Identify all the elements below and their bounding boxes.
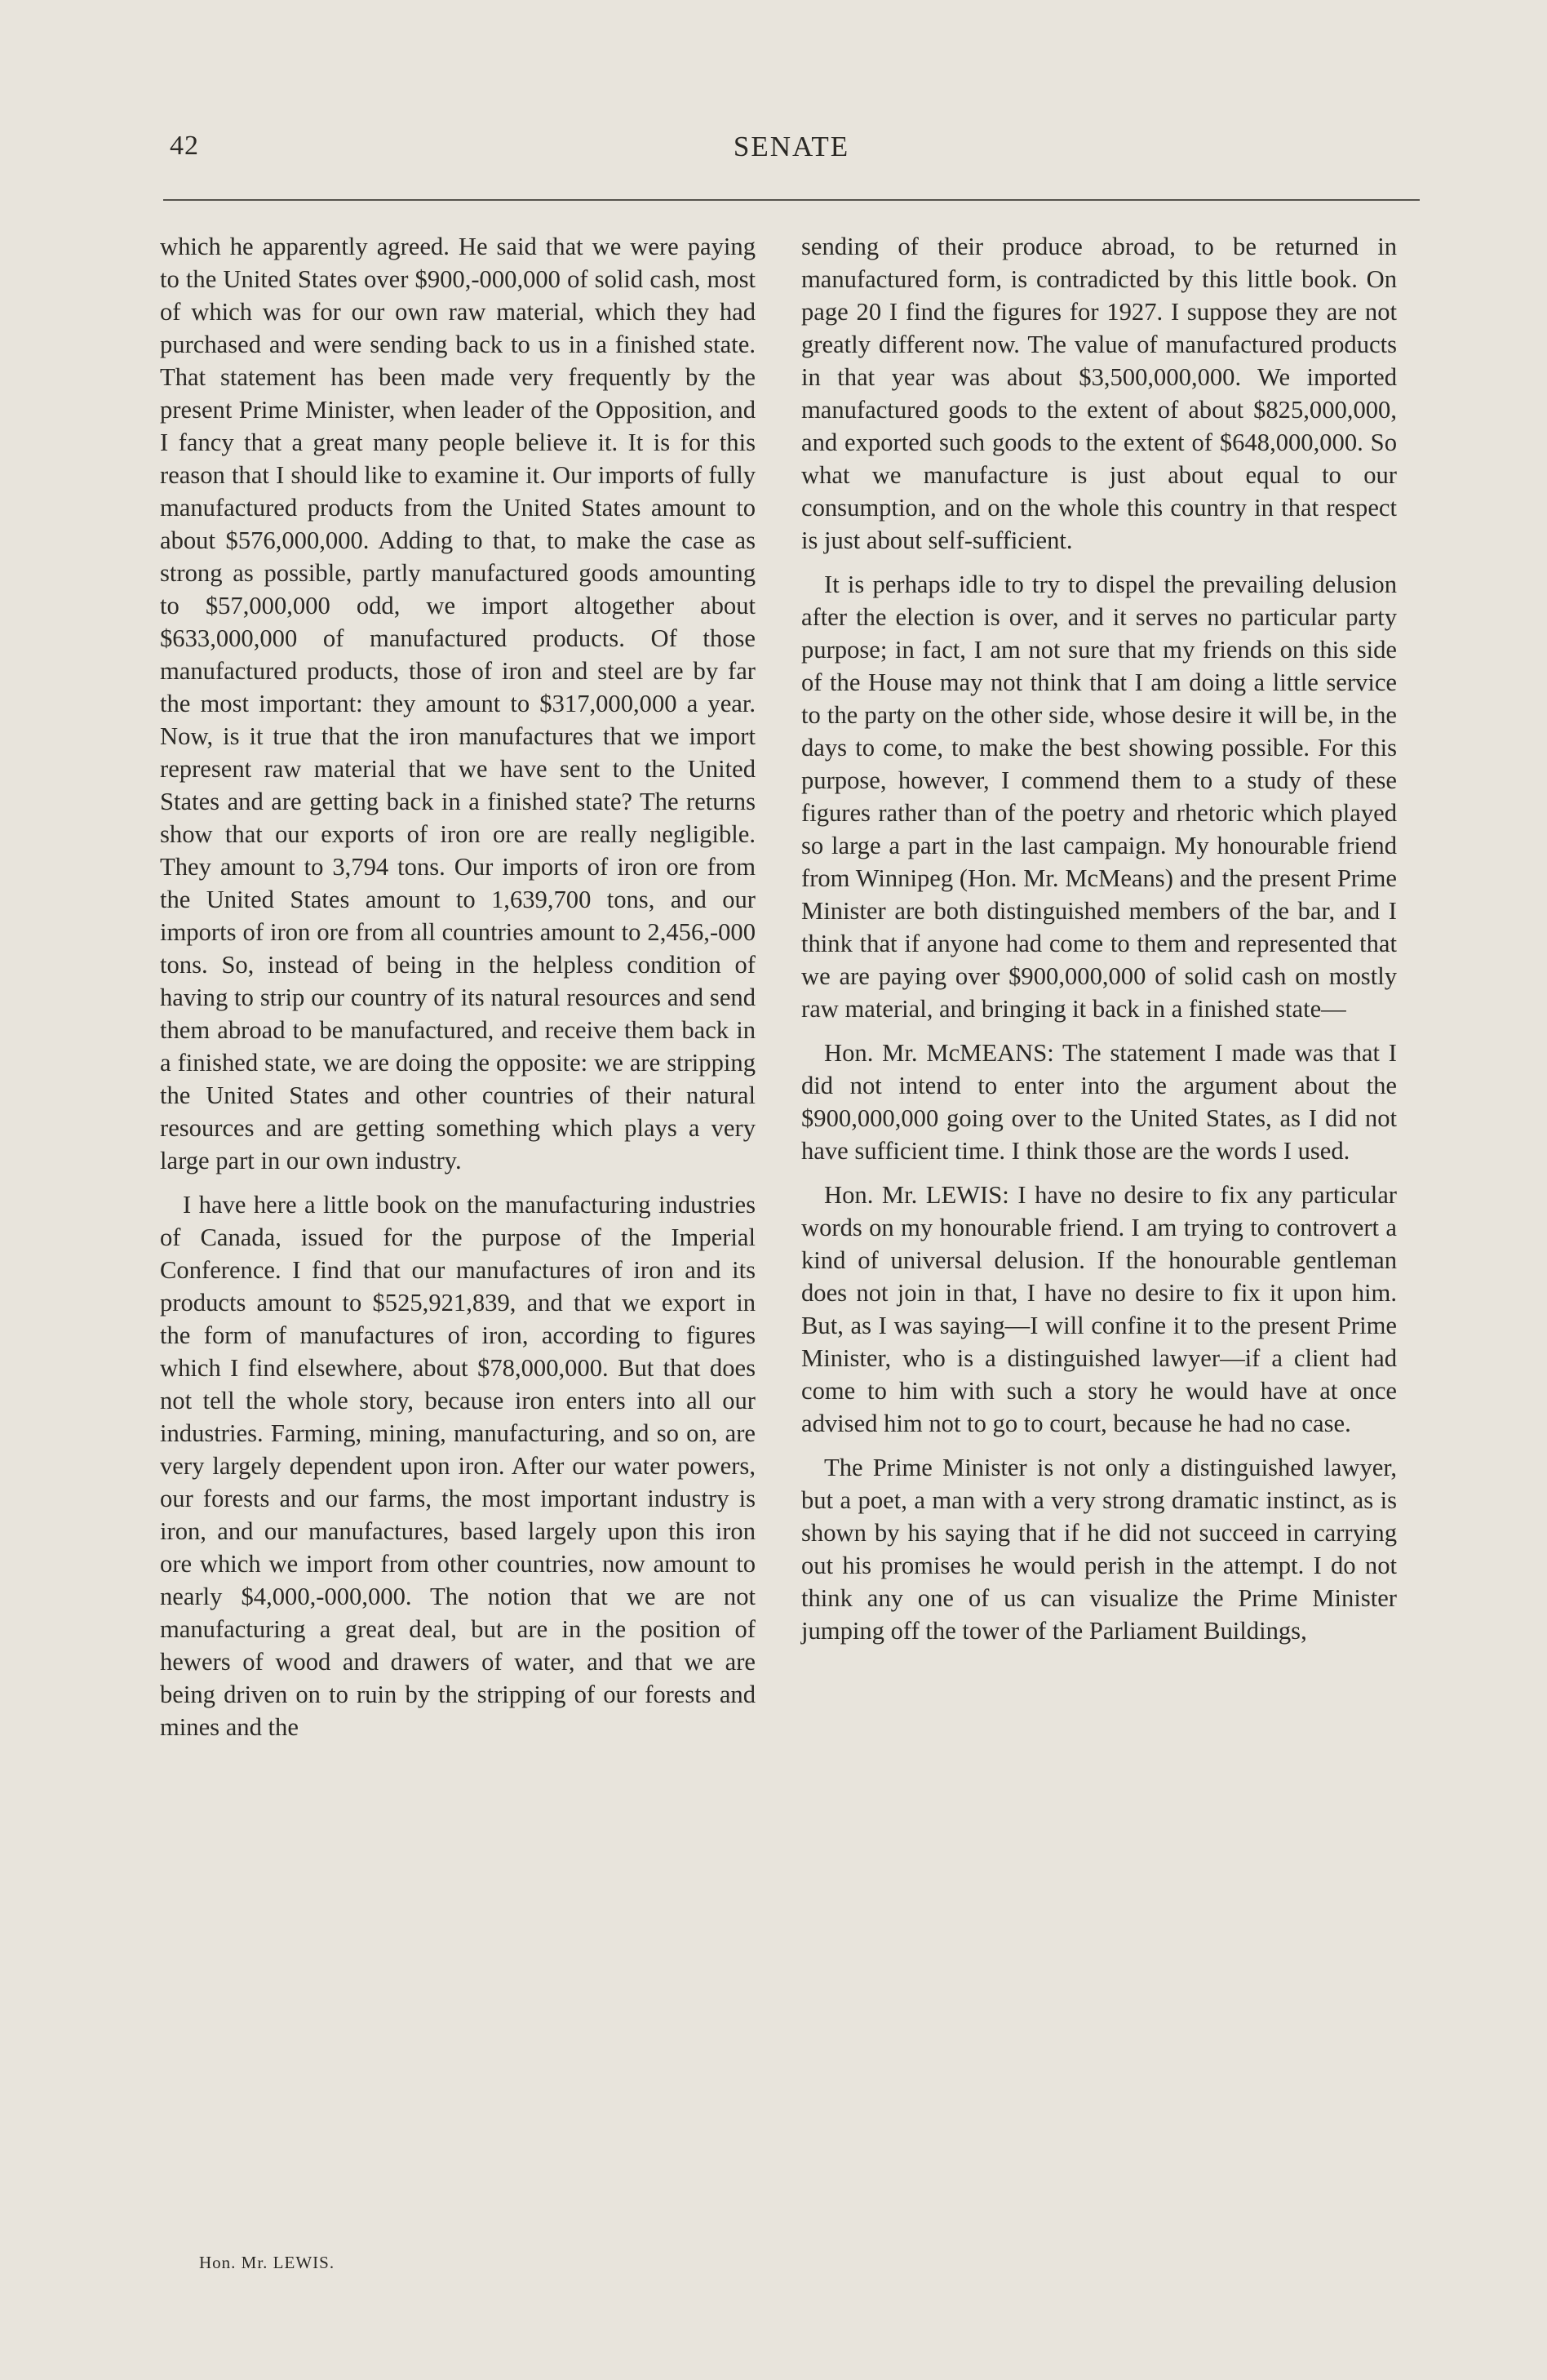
paragraph: The Prime Minister is not only a distinguished lawyer, but a poet, a man with a very strong dramatic instinct, as is shown by his saying that if he did not succeed in carrying out his promises he would perish in the attempt. I do not think any one of us can visualize the Prime Minister jumping off the tower of the Parliament Buildings,: [801, 1454, 1397, 1645]
paragraph: It is perhaps idle to try to dispel the prevailing delusion after the election is over, and it serves no particular party purpose; in fact, I am not sure that my friends on this side of the House may not think that I am doing a little service to the party on the other side, whose desire it will be, in the days to come, to make the best showing possible. For this purpose, however, I commend them to a study of these figures rather than of the poetry and rhetoric which played so large a part in the last campaign. My honourable friend from Winnipeg (Hon. Mr. McMeans) and the present Prime Minister are both distinguished members of the bar, and I think that if anyone had come to them and represented that we are paying over $900,000,000 of solid cash on mostly raw material, and bringing it back in a finished state—: [801, 571, 1397, 1023]
paragraph-speaker-lewis: Hon. Mr. LEWIS: I have no desire to fix any particular words on my honourable friend. I am trying to controvert a kind of universal delusion. If the honourable gentleman does not join in that, I have no desire to fix it upon him. But, as I was saying—I will confine it to the present Prime Minister, who is a distinguished lawyer—if a client had come to him with such a story he would have at once advised him not to go to court, because he had no case.: [801, 1181, 1397, 1437]
paragraph: I have here a little book on the manufacturing industries of Canada, issued for the purpose of the Imperial Conference. I find that our manufactures of iron and its products amount to $525,921,839, and that we export in the form of manufactures of iron, according to figures which I find elsewhere, about $78,000,000. But that does not tell the whole story, because iron enters into all our industries. Farming, mining, manufacturing, and so on, are very largely dependent upon iron. After our water powers, our forests and our farms, the most important industry is iron, and our manufactures, based largely upon this iron ore which we import from other countries, now amount to nearly $4,000,-000,000. The notion that we are not manufacturing a great deal, but are in the position of hewers of wood and drawers of water, and that we are being driven on to ruin by the stripping of our forests and mines and the: [160, 1191, 756, 1741]
header-rule: [163, 199, 1420, 201]
paragraph-speaker-mcmeans: Hon. Mr. McMEANS: The statement I made was that I did not intend to enter into the argument about the $900,000,000 going over to the United States, as I did not have sufficient time. I think those are the words I used.: [801, 1039, 1397, 1165]
paragraph: which he apparently agreed. He said that we were paying to the United States over $900,-000,000 of solid cash, most of which was for our own raw material, which they had purchased and were sending back to us in a finished state. That statement has been made very frequently by the present Prime Minister, when leader of the Opposition, and I fancy that a great many people believe it. It is for this reason that I should like to examine it. Our imports of fully manufactured products from the United States amount to about $576,000,000. Adding to that, to make the case as strong as possible, partly manufactured goods amounting to $57,000,000 odd, we import altogether about $633,000,000 of manufactured products. Of those manufactured products, those of iron and steel are by far the most important: they amount to $317,000,000 a year. Now, is it true that the iron manufactures that we import represent raw material that we have sent to the United States and are getting back in a finished state? The returns show that our exports of iron ore are really negligible. They amount to 3,794 tons. Our imports of iron ore from the United States amount to 1,639,700 tons, and our imports of iron ore from all countries amount to 2,456,-000 tons. So, instead of being in the helpless condition of having to strip our country of its natural resources and send them abroad to be manufactured, and receive them back in a finished state, we are doing the opposite: we are stripping the United States and other countries of their natural resources and are getting something which plays a very large part in our own industry.: [160, 233, 756, 1174]
page-number: 42: [170, 131, 199, 161]
paragraph: sending of their produce abroad, to be returned in manufactured form, is contradicted by this little book. On page 20 I find the figures for 1927. I suppose they are not greatly different now. The value of manufactured products in that year was about $3,500,000,000. We imported manufactured goods to the extent of about $825,000,000, and exported such goods to the extent of $648,000,000. So what we manufacture is just about equal to our consumption, and on the whole this country in that respect is just about self-sufficient.: [801, 233, 1397, 554]
left-column: [160, 230, 756, 1755]
running-head: [163, 131, 1420, 171]
speaker-credit: Hon. Mr. LEWIS.: [199, 2253, 335, 2272]
running-title: SENATE: [733, 131, 850, 162]
right-column: [801, 230, 1397, 1658]
